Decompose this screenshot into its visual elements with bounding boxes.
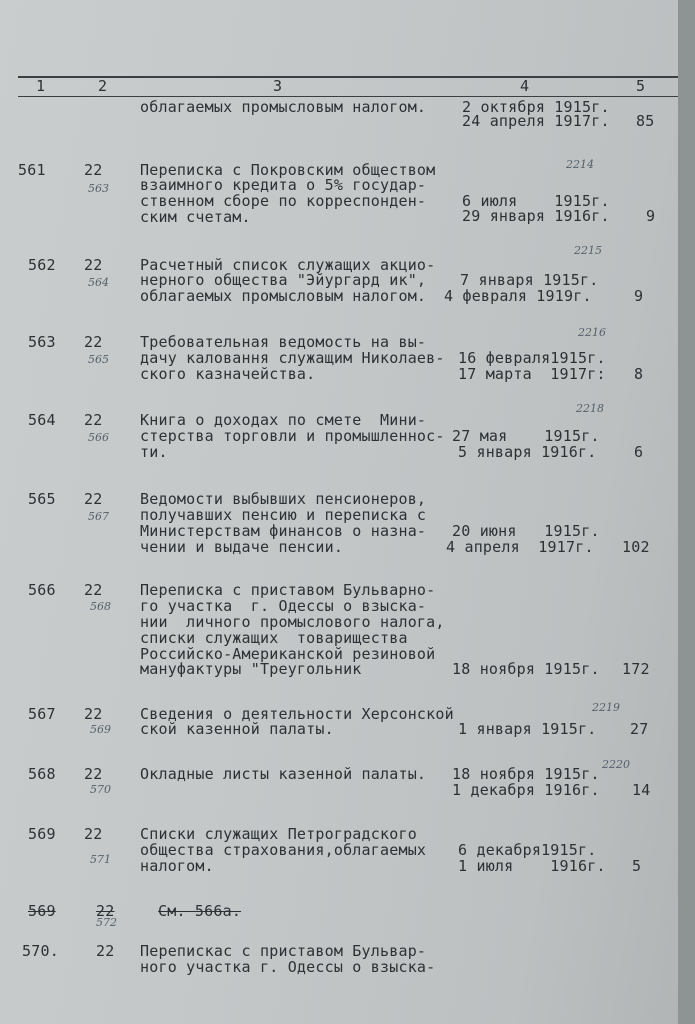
col-3-number: 3: [273, 77, 283, 95]
row-volume-handwritten: 569: [90, 723, 111, 736]
row-date-start: 1 января 1915г.: [458, 720, 597, 738]
row-text-line: нерного общества "Эйургард ик",: [140, 271, 427, 289]
row-date-end: 24 апреля 1917г.: [462, 112, 610, 130]
row-text-line: Расчетный список служащих акцио-: [140, 256, 436, 274]
row-handwritten-note: 2218: [576, 402, 604, 415]
row-pages: 8: [634, 365, 644, 383]
row-number: 563: [28, 333, 56, 351]
row-date-end: 4 февраля 1919г.: [444, 287, 592, 305]
page-edge: [678, 0, 695, 1024]
row-date-end: 1 июля 1916г.: [458, 857, 606, 875]
row-pages: 172: [622, 660, 650, 678]
row-number: 567: [28, 705, 56, 723]
row-volume: 22: [84, 825, 103, 843]
row-text-line: взаимного кредита о 5% государ-: [140, 176, 427, 194]
row-date-start: 2 октября 1915г.: [462, 98, 610, 116]
row-number: 564: [28, 411, 56, 429]
row-pages: 14: [632, 781, 651, 799]
row-volume: 22: [84, 161, 103, 179]
row-text-line: ской казенной палаты.: [140, 720, 334, 738]
row-pages: 9: [634, 287, 644, 305]
row-volume: 22: [84, 333, 103, 351]
row-text-line: облагаемых промысловым налогом.: [140, 287, 427, 305]
row-text-line: налогом.: [140, 857, 214, 875]
row-text-line: Переписка с Покровским обществом: [140, 161, 436, 179]
row-text-line: Министерствам финансов о назна-: [140, 522, 427, 540]
row-volume-handwritten: 564: [88, 276, 109, 289]
row-number: 570.: [22, 942, 59, 960]
row-date-start: 6 июля 1915г.: [462, 192, 610, 210]
col-4-number: 4: [520, 77, 530, 95]
row-text-line: Перепискас с приставом Бульвар-: [140, 942, 427, 960]
row-volume: 22: [84, 765, 103, 783]
row-volume-handwritten: 563: [88, 182, 109, 195]
row-volume-handwritten: 572: [96, 916, 117, 929]
row-number: 569: [28, 825, 56, 843]
row-volume-handwritten: 567: [88, 510, 109, 523]
row-text-line: Требовательная ведомость на вы-: [140, 333, 427, 351]
col-1-number: 1: [36, 77, 46, 95]
row-volume: 22: [84, 256, 103, 274]
row-volume: 22: [84, 581, 103, 599]
row-text-line: ственном сборе по корреспонден-: [140, 192, 427, 210]
row-date-start: 6 декабря1915г.: [458, 841, 597, 859]
row-date-start: 27 мая 1915г.: [452, 427, 600, 445]
row-volume: 22: [84, 490, 103, 508]
row-volume: 22: [84, 705, 103, 723]
row-handwritten-note: 2220: [602, 758, 630, 771]
row-text-line: общества страхования,облагаемых: [140, 841, 427, 859]
row-text-line: дачу каловання служащим Николаев-: [140, 349, 445, 367]
row-pages: 6: [634, 443, 644, 461]
row-text-line: нии личного промыслового налога,: [140, 613, 445, 631]
row-text-line: Российско-Американской резиновой: [140, 645, 436, 663]
row-text-line: чении и выдаче пенсии.: [140, 538, 344, 556]
row-date-end: 1 декабря 1916г.: [452, 781, 600, 799]
row-date-start: 16 февраля1915г.: [458, 349, 606, 367]
row-text-line: Книга о доходах по смете Мини-: [140, 411, 427, 429]
row-text-line: Списки служащих Петроградского: [140, 825, 417, 843]
column-header: [18, 76, 678, 97]
row-number: 562: [28, 256, 56, 274]
row-number-struck: 569: [28, 902, 56, 920]
row-text-line: получавших пенсию и переписка с: [140, 506, 427, 524]
row-text-line: Сведения о деятельности Херсонской: [140, 705, 454, 723]
row-date-start: 18 ноября 1915г.: [452, 765, 600, 783]
row-text-line: Ведомости выбывших пенсионеров,: [140, 490, 427, 508]
row-number: 561: [18, 161, 46, 179]
row-handwritten-note: 2216: [578, 326, 606, 339]
row-volume: 22: [96, 942, 115, 960]
row-text-line: ного участка г. Одессы о взыска-: [140, 958, 436, 976]
row-handwritten-note: 2214: [566, 158, 594, 171]
row-text-line: ским счетам.: [140, 208, 251, 226]
row-volume-handwritten: 570: [90, 783, 111, 796]
row-volume-struck: 22: [96, 902, 115, 920]
row-date-end: 4 апреля 1917г.: [446, 538, 594, 556]
row-text-line: го участка г. Одессы о взыска-: [140, 597, 427, 615]
row-date-end: 5 января 1916г.: [458, 443, 597, 461]
row-date-end: 17 марта 1917г:: [458, 365, 606, 383]
row-volume-handwritten: 571: [90, 853, 111, 866]
row-text-line: стерства торговли и промышленнос-: [140, 427, 445, 445]
row-text-line: Переписка с приставом Бульварно-: [140, 581, 436, 599]
row-volume-handwritten: 566: [88, 431, 109, 444]
row-handwritten-note: 2219: [592, 701, 620, 714]
col-5-number: 5: [636, 77, 646, 95]
row-pages: 27: [630, 720, 649, 738]
row-pages: 9: [646, 207, 656, 225]
row-text-line: Окладные листы казенной палаты.: [140, 765, 427, 783]
col-2-number: 2: [98, 77, 108, 95]
row-pages: 5: [632, 857, 642, 875]
row-volume: 22: [84, 411, 103, 429]
row-pages: 102: [622, 538, 650, 556]
row-date-end: 29 января 1916г.: [462, 207, 610, 225]
row-date-start: 7 января 1915г.: [460, 271, 599, 289]
row-text-line: См. 566а.: [158, 902, 242, 920]
row-volume-handwritten: 568: [90, 600, 111, 613]
row-pages: 85: [636, 112, 655, 130]
row-text-line: списки служащих товарищества: [140, 629, 408, 647]
row-number: 566: [28, 581, 56, 599]
row-handwritten-note: 2215: [574, 244, 602, 257]
row-text-line: облагаемых промысловым налогом.: [140, 98, 427, 116]
row-number: 568: [28, 765, 56, 783]
row-text-line: ского казначейства.: [140, 365, 316, 383]
row-date-start: 18 ноября 1915г.: [452, 660, 600, 678]
row-date-start: 20 июня 1915г.: [452, 522, 600, 540]
row-number: 565: [28, 490, 56, 508]
row-text-line: ти.: [140, 443, 168, 461]
row-volume-handwritten: 565: [88, 353, 109, 366]
row-text-line: мануфактуры "Треугольник: [140, 660, 362, 678]
